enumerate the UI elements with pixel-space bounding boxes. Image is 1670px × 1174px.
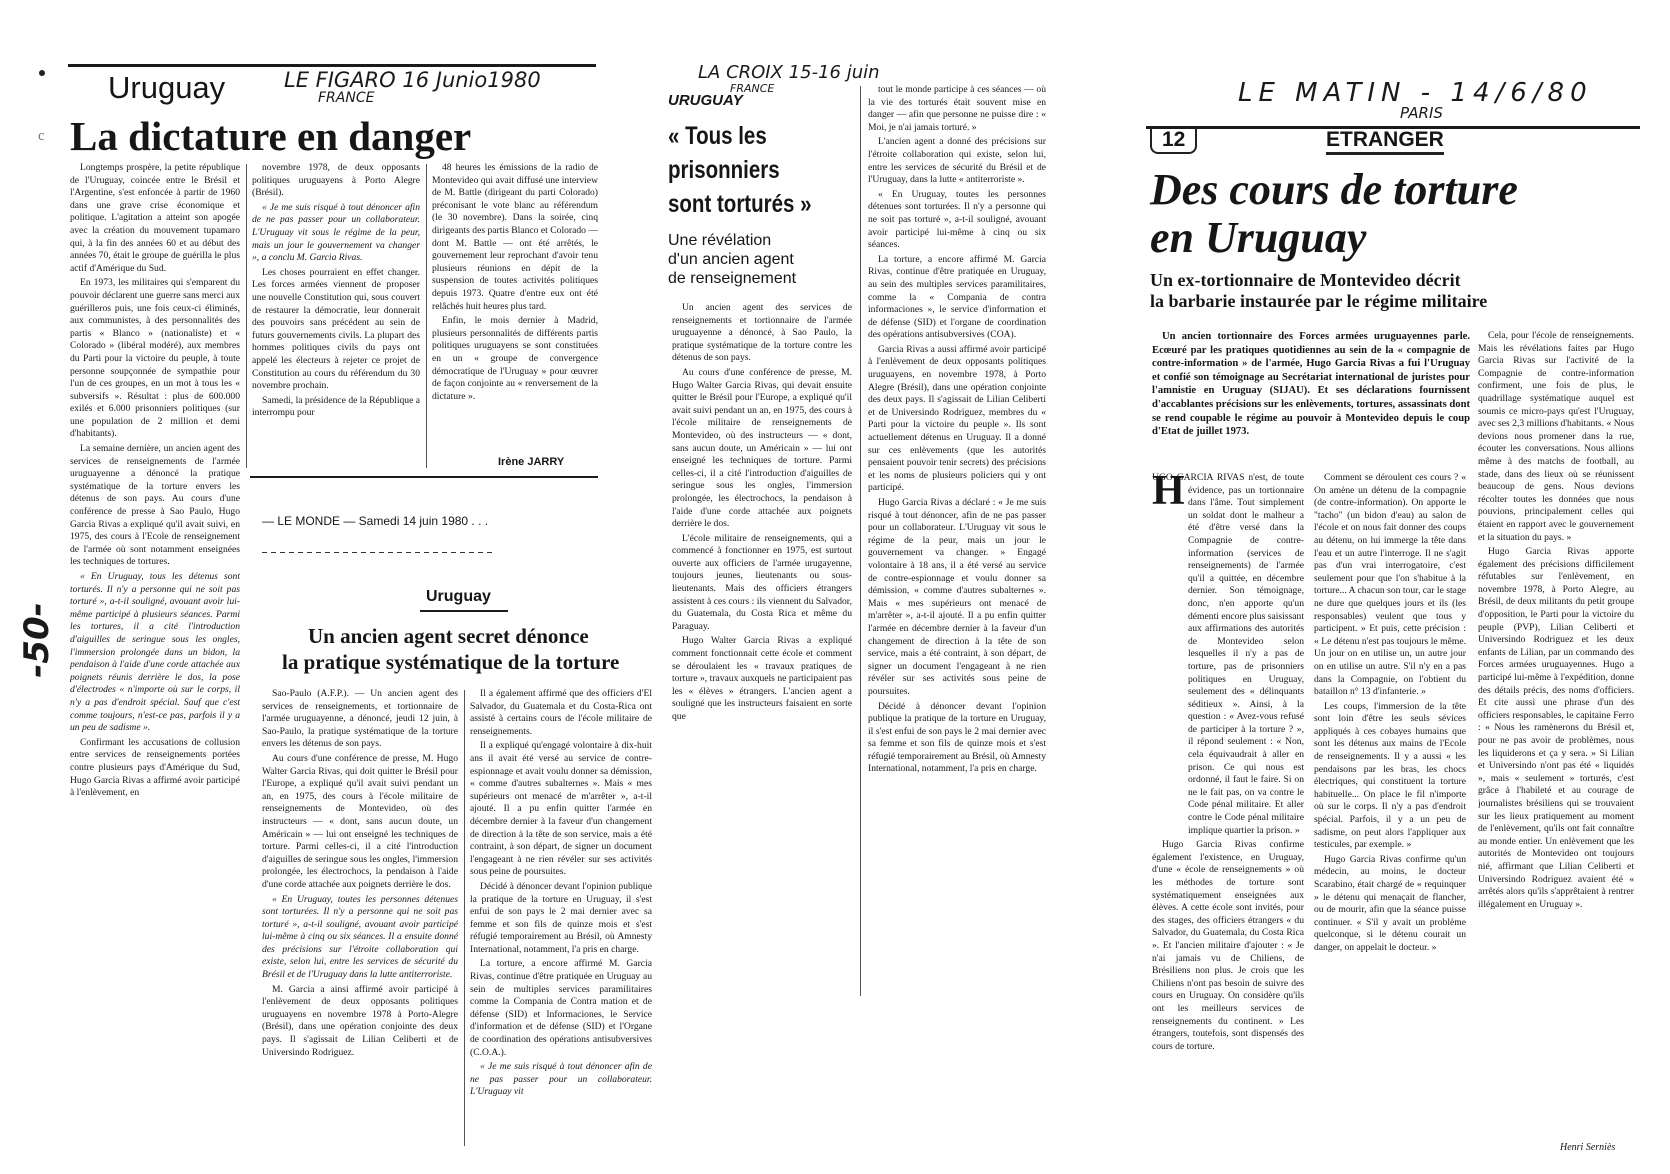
figaro-source-note: LE FIGARO 16 Junio1980: [284, 68, 541, 92]
monde-paragraph: « Je me suis risqué à tout dénoncer afin de ne pas passer pour un collaborateur. L'Uruguay vit: [470, 1061, 652, 1098]
figaro-kicker: Uruguay: [108, 70, 226, 105]
croix-paragraph: L'école militaire de renseignements, qui a commencé à fonctionner en 1975, est surtout ouverte aux officiers de l'armée urugayenne, toujours jeunes, lieutenants ou sous-lieutenants. Mais des officiers étrangers assistent à ces cours : ils viennent du Salvador, du Guatemala, du Costa Rica et même du Paraguay.: [672, 532, 852, 632]
margin-letter: c: [38, 128, 45, 144]
matin-source-city: PARIS: [1400, 104, 1443, 122]
monde-paragraph: La torture, a encore affirmé M. Garcia Rivas, continue d'être pratiquée en Uruguay au sein de multiples services paramilitaires comme la Compania de Contra mation et de défense (SID) et Informaciones, le Service d'information et de défense (SID) et l'Organe de coordination des opérations antisubversives (C.O.A.).: [470, 958, 652, 1058]
croix-paragraph: Au cours d'une conférence de presse, M. Hugo Walter Garcia Rivas, qui devait ensuite quitter le Brésil pour l'Europe, a expliqué qu'il avait suivi pendant un an, en 1975, des cours à l'école militaire de renseignements de Montevideo, où des instructeurs — « dont, sans aucun doute, un Américain » — lui ont enseigné les techniques de torture. Parmi celles-ci, il a cité l'introduction d'aiguilles de seringue sous les ongles, l'immersion prolongée, les électrochocs, la pendaison à l'aide d'une corde attachée aux poignets derrière le dos.: [672, 366, 852, 530]
croix-paragraph: Garcia Rivas a aussi affirmé avoir participé à l'enlèvement de deux opposants politiques uruguayens, en novembre 1978, à Porto Alegre (Brésil), dans une opération conjointe des deux pays. Il s'agissait de Lilian Celiberti et de Universindo Rodriguez, membres du « Parti pour la victoire du peuple ». Ils sont actuellement détenus en Uruguay. Il a donné sur ces enlèvements (que les autorités pensaient pouvoir tenir secrets) des précisions et les noms de plusieurs policiers qui y ont participé.: [868, 343, 1046, 494]
matin-subhead-line-1: Un ex-tortionnaire de Montevideo décrit: [1150, 270, 1461, 290]
matin-col-1: [1152, 468, 1304, 1162]
matin-paragraph: Cela, pour l'école de renseignements. Mais les révélations faites par Hugo Garcia Rivas sur l'activité de la Compagnie de contre-information confirment, une fois de plus, le quadrillage systématique auquel est soumis ce micro-pays qu'est l'Uruguay, avec ses 2,3 millions d'habitants. « Nous devions nous promener dans la rue, écouter les conversations. Nous allions même à des matchs de football, au stade, dans des lieux où se réunissent beaucoup de gens. Nous devions récolter toutes les données que nous pouvions, principalement celles qui étaient en rapport avec le gouvernement et la situation du pays. »: [1478, 330, 1634, 543]
figaro-col-3: [432, 162, 598, 452]
matin-paragraph: Les coups, l'immersion de la tête sont loin d'être les seuls sévices appliqués à ces cobayes humains que sont les détenus aux mains de l'Ecole de renseignements. Il y a aussi « les pendaisons par les bras, les chocs électriques, qui constituent la torture habituelle... On place le fil n'importe où sur le corps. Il n'y a pas d'endroit spécial. Parfois, il y a un peu de sadisme, on peut alors l'appliquer aux testicules, par exemple. »: [1314, 700, 1466, 851]
figaro-top-rule: [68, 64, 596, 67]
monde-paragraph: Au cours d'une conférence de presse, M. Hugo Walter Garcia Rivas, qui doit quitter le Brésil pour l'Europe, a expliqué qu'il avait suivi pendant un an, en 1975, des cours à l'école militaire de renseignements de Montevideo, où des instructeurs — « dont, sans aucun doute, un Américain » — lui ont enseigné les techniques de torture. Parmi celles-ci, il a cité l'introduction d'aiguilles de seringue sous les ongles, l'immersion prolongée, les électrochocs, la pendaison à l'aide d'une corde attachée aux poignets derrière le dos.: [262, 752, 458, 890]
matin-lede: [1152, 330, 1470, 458]
monde-paragraph: M. Garcia a ainsi affirmé avoir participé à l'enlèvement de deux opposants politiques uruguayens en novembre 1978 à Porto-Alegre (Brésil), dans une opération conjointe des deux pays. Il s'agissait de Lilian Celiberti et de Universindo Rodriguez.: [262, 983, 458, 1058]
croix-headline-line-1: « Tous les: [668, 122, 767, 150]
matin-col-3: [1478, 330, 1634, 1142]
monde-paragraph: « En Uruguay, toutes les personnes détenues sont torturées. Il n'y a personne qui ne soit pas torturé », a-t-il souligné, avouant avoir participé lui-même à cinq ou six séances. Il a ensuite donné des précisions sur l'étroite collaboration qui existe, selon lui, entre les services de sécurité du Brésil et de l'Uruguay dans la lutte antiterroriste.: [262, 893, 458, 981]
croix-col-divider: [860, 86, 861, 996]
monde-col-divider: [464, 690, 465, 1146]
croix-source-country: FRANCE: [730, 82, 775, 95]
croix-paragraph: Hugo Garcia Rivas a déclaré : « Je me suis risqué à tout dénoncer, afin de ne pas passer pour un collaborateur. L'Uruguay vit sous le régime de la peur, mais un jour le gouvernement va changer. » Engagé volontaire à 18 ans, il a été versé au service de contre-espionnage et voulu donner sa démission, « comme d'autres subalternes ». Mais « mes supérieurs ont menacé de m'arrêter », a-t-il ajouté. Il a pu enfin quitter l'armée en décembre dernier à la faveur d'un changement de direction à la tête de son service, mais a été contraint, à son départ, de signer un document l'engageant à ne rien révéler sur ses activités sous peine de poursuites.: [868, 497, 1046, 697]
figaro-paragraph: Confirmant les accusations de collusion entre services de renseignements portées contre plusieurs pays d'Amérique du Sud, Hugo Garcia Rivas a affirmé avoir participé à l'enlèvement, en: [70, 736, 240, 799]
matin-page-number: 12: [1150, 128, 1197, 154]
croix-headline-line-2: prisonniers: [668, 156, 780, 184]
figaro-paragraph: Longtemps prospère, la petite république de l'Uruguay, coincée entre le Brésil et l'Argentine, s'est enfoncée à partir de 1960 dans une grave crise économique et politique. L'agitation a atteint son apogée avec la création du mouvement tupamaro qui, à la fin des années 60 et au début des années 70, était le groupe de guérilla le plus actif d'Amérique du Sud.: [70, 162, 240, 274]
croix-kicker: URUGUAY: [668, 92, 743, 109]
figaro-paragraph: « Je me suis risqué à tout dénoncer afin de ne pas passer pour un collaborateur. L'Uruguay vit sous le régime de la peur, mais un jour le gouvernement va changer », a conclu M. Garcia Rivas.: [252, 201, 420, 264]
croix-paragraph: L'ancien agent a donné des précisions sur l'étroite collaboration qui existe, selon lui, entre les services de sécurité du Brésil et de l'Uruguay, dans la lutte « antiterroriste ».: [868, 136, 1046, 186]
matin-paragraph: UGO GARCIA RIVAS n'est, de toute évidence, pas un tortionnaire dans l'âme. Tout simplement un soldat dont le malheur a été d'être versé dans la Compagnie de contre-information (services de renseignements) de l'armée qu'il a quittée, en décembre dernier. Son témoignage, donc, n'en apporte qu'un démenti encore plus saisissant aux affirmations des autorités de Montevideo selon lesquelles il n'y a pas de torture, pas de prisonniers politiques en Uruguay, seulement des « délinquants séditieux ». Ainsi, à la question : « Avez-vous refusé de participer à la torture ? », il répond seulement : « Non, cela équivaudrait à aller en prison. Ce qui nous est ordonné, il faut le faire. Si on ne le fait pas, on va contre le Code pénal militaire. Et aller contre le Code pénal militaire implique quartier la prison. »: [1152, 472, 1304, 836]
croix-paragraph: La torture, a encore affirmé M. Garcia Rivas, continue d'être pratiquée en Uruguay, au sein des multiples services paramilitaires, comme la « Compania de contra informaciones », le service d'information et de défense (SID) et l'organe de coordination des opérations antisubversives (COA).: [868, 253, 1046, 341]
figaro-col-1: [70, 162, 240, 1002]
croix-paragraph: « En Uruguay, toutes les personnes détenues sont torturées. Il n'y a personne qui ne soit pas torturé », a-t-il souligné, avouant avoir participé lui-même à cinq ou six séances.: [868, 188, 1046, 251]
croix-subhead-line-1: Une révélation: [668, 232, 772, 249]
matin-col-2: [1314, 472, 1466, 1162]
monde-masthead: — LE MONDE — Samedi 14 juin 1980 . . .: [262, 514, 489, 528]
figaro-paragraph: La semaine dernière, un ancien agent des services de renseignements de l'armée uruguayenne a dénoncé la pratique systématique de la torture envers les détenus de son pays. Au cours d'une conférence de presse à Sao Paulo, Hugo Garcia Rivas a expliqué qu'il avait suivi, en 1975, des cours à l'Ecole de renseignement de l'armée où sont notamment enseignées les techniques de tortures.: [70, 443, 240, 568]
monde-kicker-rule: [420, 610, 508, 612]
figaro-paragraph: 48 heures les émissions de la radio de Montevideo qui avait diffusé une interview de M. Battle (dirigeant du parti Colorado) préconisant le vote blanc au référendum (le 30 novembre). Dans la soirée, cinq dirigeants des partis Blanco et Colorado — dont M. Battle — ont été arrêtés, le gouvernement leur reprochant d'avoir tenu plusieurs réunions en dépit de la suspension de toutes activités politiques depuis 1973. Quatre d'entre eux ont été relâchés huit heures plus tard.: [432, 162, 598, 312]
croix-paragraph: Hugo Walter Garcia Rivas a expliqué comment fonctionnait cette école et comment se déroulaient les « travaux pratiques de torture », travaux auxquels ne participaient pas les « élèves » étrangers. L'ancien agent a souligné que les instructeurs faisaient en sorte que: [672, 635, 852, 722]
figaro-col-divider: [426, 164, 427, 468]
figaro-paragraph: Enfin, le mois dernier à Madrid, plusieurs personnalités de différents partis politiques uruguayens se sont constituées en un « groupe de convergence démocratique de l'Uruguay » pour œuvrer de façon conjointe au « renversement de la dictature ».: [432, 315, 598, 402]
figaro-headline: La dictature en danger: [70, 113, 472, 159]
matin-section-label: ETRANGER: [1326, 128, 1444, 155]
croix-col-2: [868, 84, 1046, 996]
matin-dropcap: H: [1152, 468, 1185, 514]
matin-paragraph: Hugo Garcia Rivas confirme qu'un médecin, au moins, le docteur Scarabino, était chargé de « requinquer » le détenu qui menaçait de flancher, ou de mourir, afin que la séance puisse continuer. « S'il y avait un problème quelconque, si le détenu courait un danger, on appelait le docteur. »: [1314, 853, 1466, 953]
monde-kicker: Uruguay: [426, 588, 491, 605]
margin-dot: [39, 70, 45, 76]
croix-paragraph: Un ancien agent des services de renseignements et tortionnaire de l'armée uruguayenne a dénoncé, à Sao Paulo, la pratique systématique de la torture contre les détenus de son pays.: [672, 302, 852, 364]
figaro-paragraph: novembre 1978, de deux opposants politiques uruguayens à Porto Alegre (Brésil).: [252, 162, 420, 199]
figaro-paragraph: En 1973, les militaires qui s'emparent du pouvoir déclarent une guerre sans merci aux guérilleros puis, une fois ceux-ci éliminés, aux communistes, à des personnalités des partis « Blanco » (nationaliste) et « Colorado » (libéral modéré), aux membres du Parti pour la victoire du peuple, à toute personne soupçonnée de sympathie pour l'un de ces groupes, en un mot à tous les « subversifs ». Résultat : plus de 600.000 exilés et 6.000 prisonniers politiques (sur une population de 2 million et demi d'habitants).: [70, 277, 240, 440]
figaro-paragraph: Les choses pourraient en effet changer. Les forces armées viennent de proposer une nouvelle Constitution qui, sous couvert de restaurer la démocratie, leur donnerait des pouvoirs sans précédent au sein de futurs gouvernements civils. La plupart des hommes politiques civils du pays ont appelé les électeurs à rejeter ce projet de Constitution au cours du référendum du 30 novembre prochain.: [252, 266, 420, 392]
monde-paragraph: Il a également affirmé que des officiers d'El Salvador, du Guatemala et du Costa-Rica ont assisté à certains cours de l'école militaire de renseignements.: [470, 688, 652, 737]
monde-dashed-rule: [262, 552, 492, 553]
matin-paragraph: Comment se déroulent ces cours ? « On amène un détenu de la compagnie (de contre-information). On apporte le "tacho" (un bidon d'eau) au salon de l'école et on nous fait donner des coups au détenu, on lui immerge la tête dans l'eau et un autre l'interroge. Il ne s'agit pas d'un vrai interrogatoire, c'est seulement pour que l'on s'habitue à la torture... A chacun son tour, car le stage ne dure que quelques jours et ils (les responsables) veulent que tous y participent. » Et puis, cette précision : « Le détenu n'est pas toujours le même. Un jour on en utilise un, un autre jour on en utilise un autre. S'il n'y en a pas dans la Compagnie, on l'obtient du bataillon n° 13 d'infanterie. »: [1314, 472, 1466, 698]
monde-headline-line-1: Un ancien agent secret dénonce: [308, 624, 589, 648]
figaro-col-divider: [246, 164, 247, 468]
croix-subhead-line-2: d'un ancien agent: [668, 251, 794, 268]
matin-author: Henri Serniès: [1560, 1142, 1616, 1153]
matin-source-note: LE MATIN - 14/6/80: [1238, 78, 1593, 108]
figaro-paragraph: « En Uruguay, tous les détenus sont torturés. Il n'y a personne qui ne soit pas torturé », a-t-il souligné, avouant avoir lui-même participé à plusieurs séances. Parmi les tortures, il a cité l'introduction d'aiguilles de seringue sous les ongles, l'immersion prolongée dans un bidon, la pendaison à l'aide d'une corde attachée aux poignets réunis derrière le dos, la pose d'électrodes « n'importe où sur le corps, il n'y a pas d'endroit spécial. Sauf que c'est comme toujours, n'est-ce pas, parfois il y a un peu de sadisme ».: [70, 571, 240, 734]
croix-subhead-line-3: de renseignement: [668, 270, 797, 287]
matin-headline-line-2: en Uruguay: [1150, 213, 1367, 262]
figaro-source-country: FRANCE: [318, 90, 375, 106]
matin-headline-line-1: Des cours de torture: [1150, 165, 1518, 214]
croix-paragraph: tout le monde participe à ces séances — où la vie des torturés était souvent mise en danger — afin que personne ne puisse dire : « Moi, je n'ai jamais torturé. »: [868, 84, 1046, 133]
page-number-handwritten: -50-: [17, 602, 57, 678]
croix-source-note: LA CROIX 15-16 juin: [698, 62, 880, 83]
monde-paragraph: Il a expliqué qu'engagé volontaire à dix-huit ans il avait été versé au service de contre-espionnage et avait voulu donner sa démission, « comme d'autres subalternes ». Mais « mes supérieurs ont menacé de m'arrêter », a-t-il ajouté. Il a pu enfin quitter l'armée en décembre dernier à la faveur d'un changement de direction à la tête de son service, mais a été contraint, à son départ, de signer un document l'engageant à ne rien révéler sur ses activités sous peine de poursuites.: [470, 740, 652, 878]
croix-paragraph: Décidé à dénoncer devant l'opinion publique la pratique de la torture en Uruguay, il s'est enfui de son pays le 2 mai dernier avec sa femme et son fils de quinze mois et s'est réfugié temporairement au Brésil, où Amnesty International, notamment, l'a pris en charge.: [868, 700, 1046, 775]
monde-headline-line-2: la pratique systématique de la torture: [282, 650, 620, 674]
matin-paragraph: Hugo Garcia Rivas apporte également des précisions difficilement réfutables sur l'enlèvement, en novembre 1978, à Porto Alegre, au Brésil, de deux militants du petit groupe d'opposition, le Parti pour la victoire du peuple (PVP), Lilian Celiberti et Universindo Rodriguez et les deux enfants de Lilian, par un commando des Forces armées uruguayennes. Hugo a participé lui-même à l'expédition, donne des détails précis, des noms d'officiers. Et cite aussi une phrase d'un des officiers responsables, le capitaine Ferro : « Nous les ramènerons du Brésil et, pour ne pas avoir de problèmes, nous les liquiderons et ça y sera. » Si Lilian et Universindo n'ont pas été « liquidés », mais « seulement » torturés, c'est grâce à l'habileté et au courage de journalistes brésiliens qui se trouvaient sur les lieux pratiquement au moment de l'enlèvement, qu'ils ont fait connaître au monde entier. Un enlèvement que les autorités de Montevideo ont toujours nié, affirmant que Lilian Celiberti et Universindo Rodriguez avaient été « arrêtés alors qu'ils s'apprêtaient à rentrer illégalement en Uruguay ».: [1478, 546, 1634, 910]
matin-paragraph: Hugo Garcia Rivas confirme également l'existence, en Uruguay, d'une « école de renseignements » où les méthodes de torture sont systématiquement enseignées aux élèves. A cette école sont invités, pour des stages, des officiers étrangers « du Salvador, du Guatemala, du Costa Rica ». Et l'ancien militaire d'ajouter : « Je n'ai jamais vu de Chiliens, de Brésiliens non plus. Je crois que les Chiliens n'ont pas besoin de suivre des cours en Uruguay. On considère qu'ils ont les meilleurs services de renseignements du continent. » Les étrangers, toutefois, sont dispensés des cours de torture.: [1152, 839, 1304, 1052]
figaro-bottom-rule: [250, 476, 598, 478]
margin-marks: [30, 66, 56, 156]
croix-col-1: [672, 302, 852, 922]
matin-subhead-line-2: la barbarie instaurée par le régime militaire: [1150, 291, 1488, 311]
matin-lede-text: Un ancien tortionnaire des Forces armées uruguayennes parle. Ecœuré par les pratiques quotidiennes au sein de la « compagnie de contre-information » de l'armée, Hugo Garcia Rivas a fui l'Uruguay et confié son témoignage au Secrétariat international de juristes pour l'amnistie en Uruguay (SIJAU). Et ses déclarations fournissent d'accablantes précisions sur les enlèvements, tortures, assassinats dont se rend coupable le régime au pouvoir à Montevideo depuis le coup d'Etat de juillet 1973.: [1152, 331, 1470, 438]
figaro-author: Irène JARRY: [498, 456, 565, 468]
monde-col-1: [262, 688, 458, 1150]
figaro-col-2: [252, 162, 420, 468]
monde-paragraph: Sao-Paulo (A.F.P.). — Un ancien agent des services de renseignements, et tortionnaire de l'armée uruguayenne, a dénoncé, jeudi 12 juin, à Sao-Paulo, la pratique systématique de la torture envers les détenus de son pays.: [262, 688, 458, 750]
figaro-paragraph: Samedi, la présidence de la République a interrompu pour: [252, 394, 420, 419]
croix-headline-line-3: sont torturés »: [668, 190, 812, 218]
monde-col-2: [470, 688, 652, 1150]
monde-paragraph: Décidé à dénoncer devant l'opinion publique la pratique de la torture en Uruguay, il s'est enfui de son pays le 2 mai dernier avec sa femme et son fils de quinze mois et s'est réfugié temporairement au Brésil, où Amnesty International, notamment, l'a pris en charge.: [470, 880, 652, 955]
